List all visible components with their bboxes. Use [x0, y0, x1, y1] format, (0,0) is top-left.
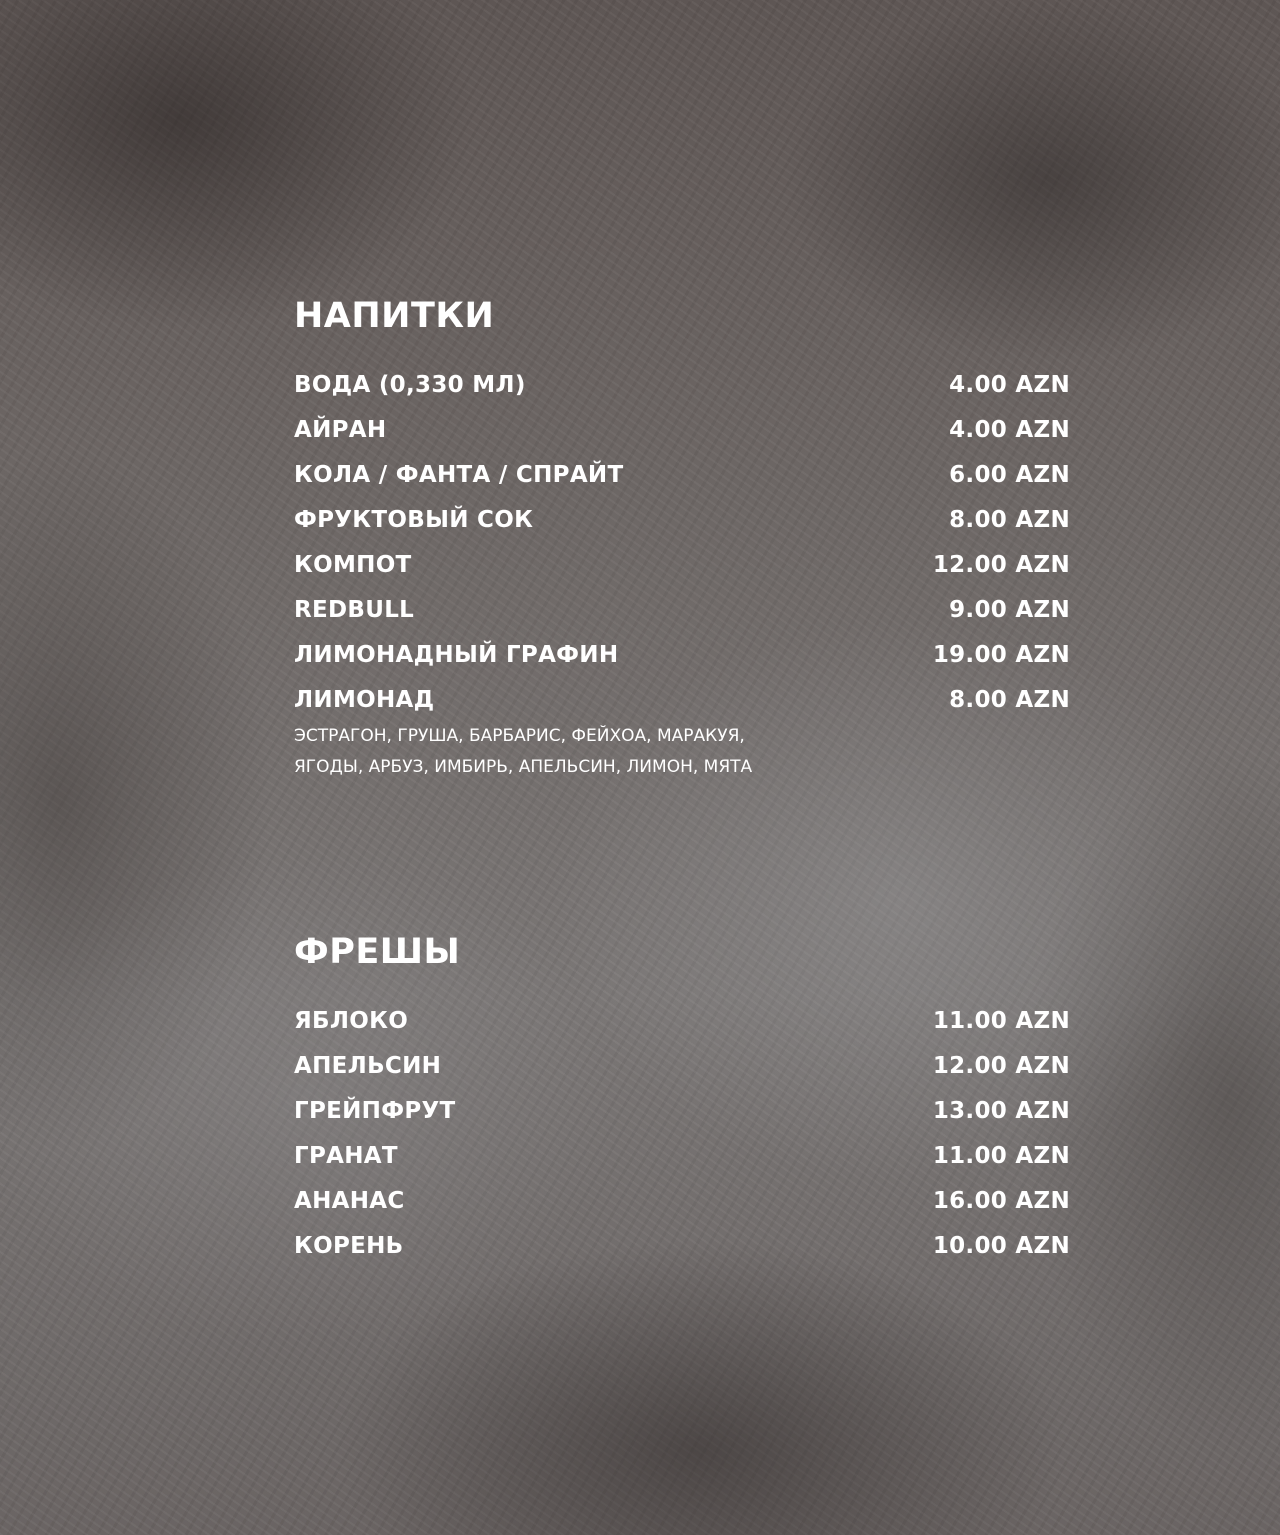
item-price: 6.00 AZN: [949, 461, 1070, 488]
item-price: 4.00 AZN: [949, 416, 1070, 443]
item-name: ЛИМОНАДНЫЙ ГРАФИН: [294, 641, 619, 668]
item-price: 19.00 AZN: [932, 641, 1070, 668]
menu-item-grapefruit: [294, 1088, 1070, 1133]
menu-item-pomegranate: [294, 1133, 1070, 1178]
menu-item-redbull: [294, 587, 1070, 632]
menu-item-pineapple: [294, 1178, 1070, 1223]
item-name: ГРАНАТ: [294, 1142, 398, 1169]
item-name: REDBULL: [294, 596, 415, 623]
item-name: КОМПОТ: [294, 551, 412, 578]
item-name: ГРЕЙПФРУТ: [294, 1097, 456, 1124]
item-price: 8.00 AZN: [949, 686, 1070, 713]
menu-item-ayran: [294, 407, 1070, 452]
section-title-fresh: ФРЕШЫ: [294, 932, 461, 972]
fresh-list: [294, 998, 1070, 1268]
item-name: КОЛА / ФАНТА / СПРАЙТ: [294, 461, 624, 488]
menu-item-water: [294, 362, 1070, 407]
item-description-line: ЯГОДЫ, АРБУЗ, ИМБИРЬ, АПЕЛЬСИН, ЛИМОН, МЯТА: [294, 757, 753, 777]
menu-item-lemonade-carafe: [294, 632, 1070, 677]
item-name: ВОДА (0,330 МЛ): [294, 371, 526, 398]
item-price: 4.00 AZN: [949, 371, 1070, 398]
item-price: 10.00 AZN: [932, 1232, 1070, 1259]
section-title-drinks: НАПИТКИ: [294, 296, 495, 336]
menu-item-cola: [294, 452, 1070, 497]
item-name: АНАНАС: [294, 1187, 405, 1214]
item-price: 12.00 AZN: [932, 551, 1070, 578]
item-name: КОРЕНЬ: [294, 1232, 404, 1259]
item-price: 8.00 AZN: [949, 506, 1070, 533]
item-price: 13.00 AZN: [932, 1097, 1070, 1124]
item-name: АПЕЛЬСИН: [294, 1052, 442, 1079]
item-price: 9.00 AZN: [949, 596, 1070, 623]
menu-item-kompot: [294, 542, 1070, 587]
menu-item-lemonade: [294, 677, 1070, 784]
drinks-list: [294, 362, 1070, 784]
fresh-section: [294, 932, 1070, 1268]
item-price: 12.00 AZN: [932, 1052, 1070, 1079]
item-name: ЯБЛОКО: [294, 1007, 409, 1034]
menu-item-orange: [294, 1043, 1070, 1088]
item-name: ЛИМОНАД: [294, 686, 435, 713]
menu-item-apple: [294, 998, 1070, 1043]
item-price: 11.00 AZN: [932, 1007, 1070, 1034]
menu-item-root: [294, 1223, 1070, 1268]
item-price: 11.00 AZN: [932, 1142, 1070, 1169]
item-name: ФРУКТОВЫЙ СОК: [294, 506, 534, 533]
item-description-line: ЭСТРАГОН, ГРУША, БАРБАРИС, ФЕЙХОА, МАРАКУЯ,: [294, 726, 745, 746]
item-price: 16.00 AZN: [932, 1187, 1070, 1214]
menu-item-fruit-juice: [294, 497, 1070, 542]
drinks-section: [294, 296, 1070, 784]
item-name: АЙРАН: [294, 416, 387, 443]
